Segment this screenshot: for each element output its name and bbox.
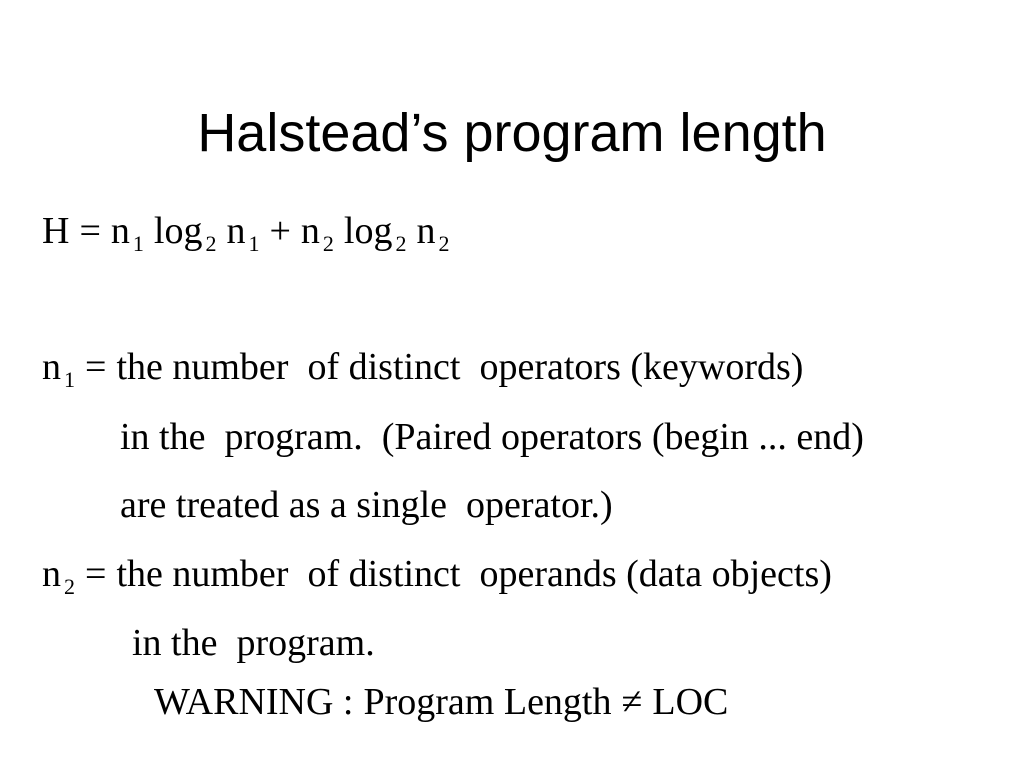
n2-def-line1: the number of distinct operands (data objects) <box>116 553 832 595</box>
formula-n1-sub: 1 <box>132 231 144 256</box>
formula-plus: + <box>269 210 291 252</box>
n1-symbol: n <box>42 346 61 388</box>
n1-symbol-sub: 1 <box>64 367 75 392</box>
n2-def-line2: in the program. <box>132 622 375 664</box>
formula-log-a: log <box>153 210 203 252</box>
n1-equals: = <box>85 346 107 388</box>
formula-equals: = <box>79 210 101 252</box>
formula-lhs: H <box>42 210 70 252</box>
formula-log-b: log <box>343 210 393 252</box>
n1-definition <box>42 344 803 390</box>
n2-symbol: n <box>42 553 61 595</box>
warning-loc: LOC <box>652 681 729 723</box>
formula-n1-arg: n <box>226 210 246 252</box>
formula-n2: n <box>300 210 320 252</box>
formula-n2-sub: 2 <box>322 231 334 256</box>
n2-equals: = <box>85 553 107 595</box>
n2-definition <box>42 551 832 597</box>
slide-title: Halstead’s program length <box>197 103 827 163</box>
n1-def-line1: the number of distinct operators (keywords) <box>116 346 804 388</box>
not-equal-symbol: ≠ <box>621 681 643 723</box>
n2-symbol-sub: 2 <box>64 574 75 599</box>
formula-log-a-base: 2 <box>205 231 217 256</box>
formula-n1: n <box>110 210 130 252</box>
halstead-formula <box>42 208 449 254</box>
n1-def-line2: in the program. (Paired operators (begin ... end) <box>120 416 864 458</box>
warning-line <box>154 679 728 725</box>
formula-n2-arg-sub: 2 <box>438 231 450 256</box>
warning-label: WARNING : <box>154 681 354 723</box>
formula-n1-arg-sub: 1 <box>248 231 260 256</box>
n1-def-line3: are treated as a single operator.) <box>120 484 613 526</box>
formula-log-b-base: 2 <box>395 231 407 256</box>
formula-n2-arg: n <box>416 210 436 252</box>
warning-program-length: Program Length <box>363 681 612 723</box>
